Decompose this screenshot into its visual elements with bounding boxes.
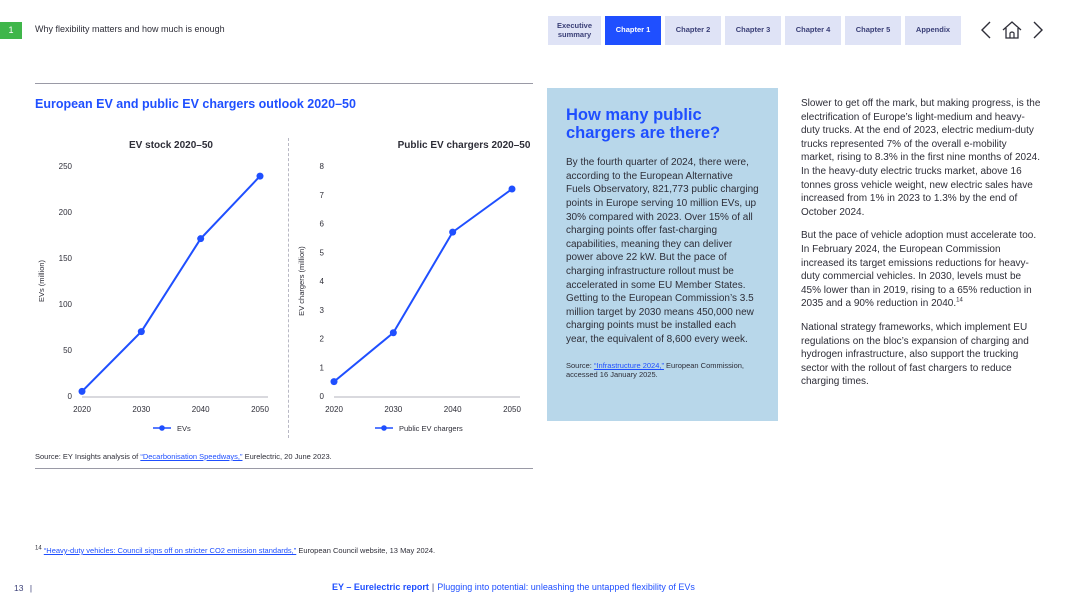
body-paragraph-text: But the pace of vehicle adoption must accelerate too. In February 2024, the European Commission increased its target emissions reductions for heavy-duty commercial vehicles. In 2030, levels must be 45% lower than in 2019, rising to a 65% reduction in 2035 and a 90% reduction in 2040. bbox=[801, 230, 1037, 310]
sidebar-source-prefix: Source: bbox=[566, 360, 594, 370]
x-tick-label: 2030 bbox=[384, 405, 403, 414]
sidebar-title: How many public chargers are there? bbox=[566, 106, 721, 143]
body-paragraph: Slower to get off the mark, but making progress, is the electrification of Europe’s light-medium and heavy-duty trucks. At the end of 2023, electric medium-duty trucks represented 7% of the overall e-mobility market, rising to 8.3% in the first nine months of 2024. In the heavy-duty electric trucks market, above 16 tonnes gross vehicle weight, new electric sales have increased from 1% in 2023 to 1.3% by the end of October 2024. bbox=[801, 98, 1041, 218]
y-tick-label: 100 bbox=[58, 300, 72, 309]
footnote-ref[interactable]: 14 bbox=[956, 297, 963, 304]
body-text-column bbox=[801, 97, 1041, 399]
page-heading: Why flexibility matters and how much is enough bbox=[35, 24, 225, 34]
y-tick-label: 7 bbox=[319, 190, 324, 200]
footer-brand: EY – Eurelectric report bbox=[332, 582, 429, 592]
figure-source-link[interactable]: “Decarbonisation Speedways,” bbox=[140, 452, 243, 461]
y-tick-label: 1 bbox=[319, 363, 324, 373]
data-point bbox=[138, 328, 145, 335]
tab-label: Chapter 5 bbox=[855, 25, 891, 35]
page-number-separator: | bbox=[29, 583, 33, 593]
sidebar-source-suffix: European Commission, accessed 16 January 2025. bbox=[566, 360, 745, 380]
chapter-nav bbox=[548, 16, 961, 45]
y-tick-label: 200 bbox=[58, 208, 72, 217]
y-tick-label: 4 bbox=[319, 277, 324, 286]
x-tick-label: 2040 bbox=[191, 405, 210, 414]
figure-bottom-rule bbox=[35, 468, 533, 469]
chapter-number-badge: 1 bbox=[0, 22, 22, 39]
page-number: 13 bbox=[14, 583, 24, 593]
footnote-marker: 14 bbox=[35, 545, 42, 552]
tab-label: Chapter 2 bbox=[675, 25, 711, 35]
figure-source-prefix: Source: EY Insights analysis of bbox=[35, 452, 141, 461]
footer-subtitle: Plugging into potential: unleashing the untapped flexibility of EVs bbox=[437, 582, 695, 592]
y-tick-label: 250 bbox=[58, 162, 72, 171]
chevron-left-icon[interactable] bbox=[976, 17, 996, 43]
y-tick-label: 8 bbox=[319, 162, 324, 171]
footnote bbox=[35, 546, 435, 555]
chart-title: EV stock 2020–50 bbox=[129, 140, 213, 151]
footer-separator: | bbox=[431, 582, 435, 592]
y-tick-label: 0 bbox=[67, 392, 72, 401]
footnote-link[interactable]: “Heavy-duty vehicles: Council signs off on stricter CO2 emission standards,” bbox=[43, 546, 297, 555]
tab-label: Chapter 3 bbox=[735, 25, 771, 35]
series-line bbox=[334, 189, 512, 382]
legend-marker bbox=[159, 425, 165, 431]
tab-label: Chapter 1 bbox=[615, 25, 651, 35]
tab-executive-summary[interactable] bbox=[548, 16, 601, 45]
tab-appendix[interactable] bbox=[905, 16, 961, 45]
footer-page-number bbox=[14, 583, 32, 593]
tab-label: summary bbox=[557, 29, 592, 39]
x-tick-label: 2030 bbox=[132, 405, 151, 414]
legend-label: EVs bbox=[177, 424, 191, 433]
body-paragraph: National strategy frameworks, which implement EU regulations on the bloc’s expansion of charging and hydrogen infrastructure, also support the trucking sector with the rollout of fast chargers to reduce charging times. bbox=[801, 321, 1029, 388]
footnote-suffix: European Council website, 13 May 2024. bbox=[296, 546, 436, 555]
x-tick-label: 2020 bbox=[325, 405, 343, 414]
y-tick-label: 2 bbox=[319, 334, 324, 344]
tab-chapter-2[interactable] bbox=[665, 16, 721, 45]
y-axis-label: EVs (million) bbox=[37, 259, 46, 303]
tab-chapter-5[interactable] bbox=[845, 16, 901, 45]
series-line bbox=[82, 176, 260, 391]
figure-source-suffix: Eurelectric, 20 June 2023. bbox=[242, 452, 332, 461]
chart-divider bbox=[288, 138, 289, 438]
chevron-right-icon[interactable] bbox=[1028, 17, 1048, 43]
x-tick-label: 2050 bbox=[503, 405, 521, 414]
page-nav-icons bbox=[976, 17, 1048, 43]
tab-chapter-3[interactable] bbox=[725, 16, 781, 45]
y-tick-label: 3 bbox=[319, 305, 324, 315]
figure-source bbox=[35, 452, 332, 461]
charts-area bbox=[35, 132, 533, 442]
page-header bbox=[0, 0, 1080, 60]
y-tick-label: 5 bbox=[319, 248, 324, 258]
legend-marker bbox=[381, 425, 387, 431]
home-icon[interactable] bbox=[1002, 17, 1022, 43]
data-point bbox=[197, 235, 204, 242]
data-point bbox=[257, 173, 264, 180]
y-tick-label: 150 bbox=[58, 254, 72, 263]
y-axis-label: EV chargers (million) bbox=[297, 246, 306, 316]
chart-title: Public EV chargers 2020–50 bbox=[397, 140, 531, 151]
x-tick-label: 2040 bbox=[443, 405, 462, 414]
sidebar-source-link[interactable]: “Infrastructure 2024,” bbox=[593, 360, 664, 370]
tab-chapter-4[interactable] bbox=[785, 16, 841, 45]
tab-label: Chapter 4 bbox=[795, 25, 831, 35]
figure-title: European EV and public EV chargers outlook 2020–50 bbox=[35, 97, 356, 111]
data-point bbox=[390, 329, 397, 336]
figure-top-rule bbox=[35, 83, 533, 84]
body-paragraph bbox=[801, 229, 1041, 311]
data-point bbox=[79, 388, 86, 395]
data-point bbox=[509, 186, 516, 193]
sidebar-body: By the fourth quarter of 2024, there were, according to the European Alternative Fuels Observatory, 821,773 public charging points in Europe serving 10 million EVs, up 30% compared with 2023. Over 15% of all charging points offer fast-charging capabilities, meaning they can deliver power above 22 kW. But the pace of charging infrastructure rollout must be accelerated in some EU Member States. Getting to the European Commission’s 3.5 million target by 2030 means 450,000 new charging points must be installed each year, the equivalent of 8,600 every week. bbox=[566, 157, 759, 345]
data-point bbox=[449, 229, 456, 236]
y-tick-label: 0 bbox=[319, 392, 324, 401]
tab-label: Appendix bbox=[915, 25, 951, 35]
sidebar-box bbox=[547, 88, 778, 421]
tab-label: Executive bbox=[556, 21, 593, 31]
y-tick-label: 6 bbox=[319, 219, 324, 229]
sidebar-source bbox=[566, 361, 759, 381]
tab-chapter-1[interactable] bbox=[605, 16, 661, 45]
x-tick-label: 2050 bbox=[251, 405, 269, 414]
x-tick-label: 2020 bbox=[73, 405, 91, 414]
y-tick-label: 50 bbox=[63, 346, 72, 355]
data-point bbox=[331, 378, 338, 385]
legend-label: Public EV chargers bbox=[399, 424, 463, 433]
footer-title bbox=[332, 582, 695, 592]
